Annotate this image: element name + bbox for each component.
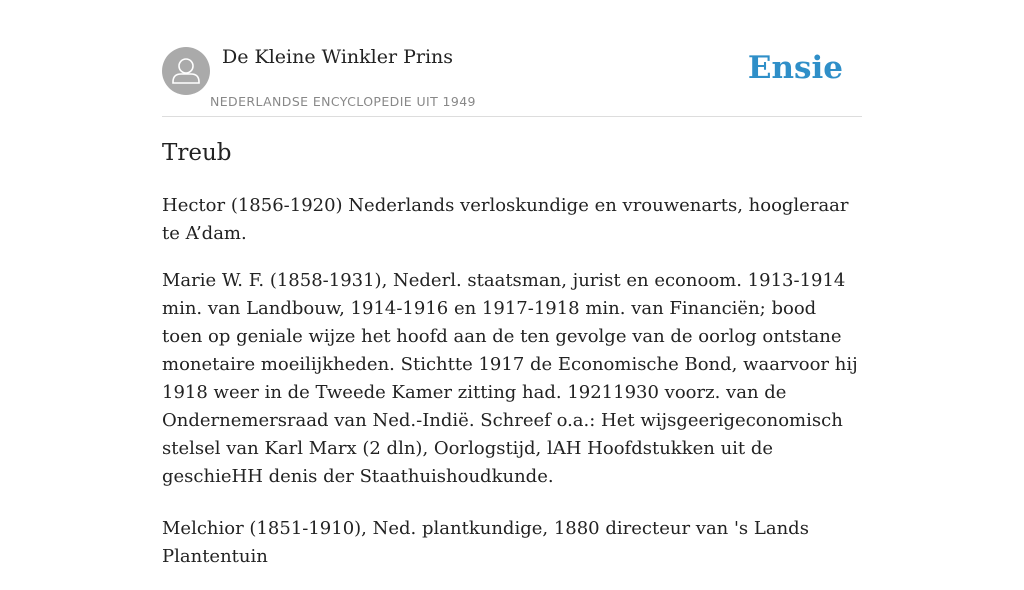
entry-paragraph-hector: Hector (1856-1920) Nederlands verloskundige en vrouwenarts, hoogleraar te A’dam. — [162, 195, 849, 244]
page-title: Treub — [162, 140, 232, 166]
source-title[interactable]: De Kleine Winkler Prins — [222, 46, 454, 68]
ensie-logo[interactable]: Ensie — [747, 50, 843, 86]
source-header — [162, 0, 862, 117]
entry-paragraph-marie: Marie W. F. (1858-1931), Nederl. staatsman, jurist en econoom. 1913-1914 min. van Landbouw, 1914-1916 en 1917-1918 min. van Financiën; bood toen op geniale wijze het hoofd aan de ten gevolge van de oorlog ontstane monetaire moeilijkheden. Stichtte 1917 de Economische Bond, waarvoor hij 1918 weer in de Tweede Kamer zitting had. 19211930 voorz. van de Ondernemersraad van Ned.-Indië. Schreef o.a.: Het wijsgeerigeconomisch stelsel van Karl Marx (2 dln), Oorlogstijd, lAH Hoofdstukken uit de geschieHH denis der Staathuishoudkunde. — [162, 270, 858, 487]
user-icon[interactable] — [162, 47, 210, 95]
entry-body — [162, 192, 862, 590]
entry-paragraph-melchior: Melchior (1851-1910), Ned. plantkundige, 1880 directeur van 's Lands Plantentuin — [162, 518, 809, 567]
page-container — [162, 0, 862, 567]
source-subtitle: NEDERLANDSE ENCYCLOPEDIE UIT 1949 — [210, 94, 476, 109]
